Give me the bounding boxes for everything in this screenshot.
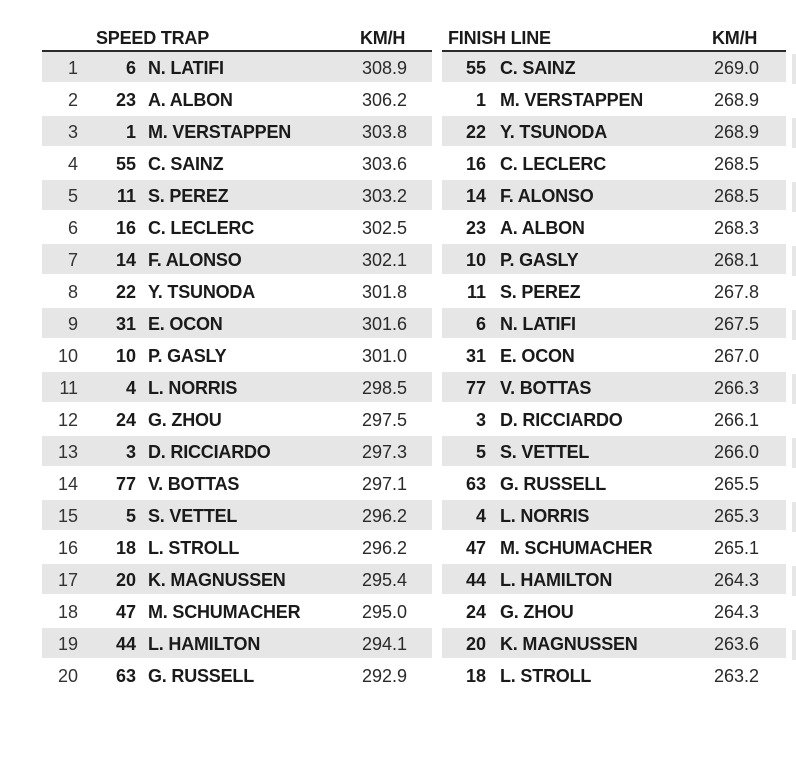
car-number-cell: 47	[465, 538, 486, 558]
table-row	[442, 660, 786, 692]
speed-value-cell: 302.5	[362, 218, 408, 238]
speed-value-cell: 267.8	[714, 282, 760, 302]
car-number-cell: 44	[465, 570, 486, 590]
table-row	[42, 244, 432, 276]
driver-name-cell: S. VETTEL	[500, 442, 590, 462]
table-row	[42, 660, 432, 692]
finish-line-title: FINISH LINE	[448, 28, 551, 48]
speed-trap-rows	[42, 52, 432, 692]
car-number-cell: 6	[475, 314, 486, 334]
table-row	[442, 372, 786, 404]
speed-value-cell: 268.5	[714, 186, 760, 206]
speed-value-cell: 264.3	[714, 570, 760, 590]
driver-name-cell: G. ZHOU	[148, 410, 222, 430]
table-row	[42, 404, 432, 436]
car-number-cell: 63	[115, 666, 136, 686]
table-row	[442, 276, 786, 308]
driver-name-cell: V. BOTTAS	[500, 378, 592, 398]
speed-value-cell: 267.5	[714, 314, 760, 334]
position-cell: 9	[67, 314, 78, 334]
position-cell: 1	[67, 58, 78, 78]
position-cell: 19	[57, 634, 78, 654]
driver-name-cell: M. VERSTAPPEN	[148, 122, 292, 142]
table-row	[42, 500, 432, 532]
speed-value-cell: 266.3	[714, 378, 760, 398]
driver-name-cell: L. HAMILTON	[148, 634, 261, 654]
car-number-cell: 18	[115, 538, 136, 558]
position-cell: 15	[57, 506, 78, 526]
table-row	[42, 52, 432, 84]
table-row	[42, 276, 432, 308]
car-number-cell: 20	[115, 570, 136, 590]
speed-value-cell: 268.1	[714, 250, 760, 270]
driver-name-cell: C. LECLERC	[500, 154, 607, 174]
speed-value-cell: 263.6	[714, 634, 760, 654]
table-row	[442, 52, 786, 84]
car-number-cell: 24	[465, 602, 486, 622]
position-cell: 7	[67, 250, 78, 270]
car-number-cell: 18	[465, 666, 486, 686]
position-cell: 20	[57, 666, 78, 686]
table-row	[442, 212, 786, 244]
table-row	[42, 84, 432, 116]
speed-value-cell: 301.8	[362, 282, 408, 302]
table-row	[42, 564, 432, 596]
table-row	[442, 180, 786, 212]
speed-trap-header	[42, 24, 432, 52]
car-number-cell: 10	[115, 346, 136, 366]
table-row	[442, 148, 786, 180]
car-number-cell: 55	[465, 58, 486, 78]
table-row	[442, 500, 786, 532]
table-row	[442, 84, 786, 116]
speed-value-cell: 266.1	[714, 410, 760, 430]
speed-value-cell: 297.3	[362, 442, 408, 462]
car-number-cell: 16	[465, 154, 486, 174]
driver-name-cell: F. ALONSO	[148, 250, 242, 270]
speed-trap-table	[42, 24, 432, 692]
driver-name-cell: E. OCON	[500, 346, 575, 366]
speed-value-cell: 263.2	[714, 666, 760, 686]
driver-name-cell: M. VERSTAPPEN	[500, 90, 644, 110]
table-row	[42, 596, 432, 628]
speed-value-cell: 265.1	[714, 538, 760, 558]
car-number-cell: 22	[465, 122, 486, 142]
table-row	[442, 404, 786, 436]
table-row	[42, 212, 432, 244]
speed-value-cell: 267.0	[714, 346, 760, 366]
driver-name-cell: N. LATIFI	[148, 58, 224, 78]
driver-name-cell: L. HAMILTON	[500, 570, 613, 590]
driver-name-cell: L. NORRIS	[148, 378, 238, 398]
speed-value-cell: 308.9	[362, 58, 408, 78]
speed-value-cell: 297.1	[362, 474, 408, 494]
car-number-cell: 22	[115, 282, 136, 302]
car-number-cell: 10	[465, 250, 486, 270]
speed-trap-unit: KM/H	[360, 28, 406, 48]
speed-value-cell: 298.5	[362, 378, 408, 398]
speed-value-cell: 297.5	[362, 410, 408, 430]
car-number-cell: 14	[465, 186, 486, 206]
car-number-cell: 4	[125, 378, 136, 398]
car-number-cell: 44	[115, 634, 136, 654]
speed-value-cell: 296.2	[362, 506, 408, 526]
car-number-cell: 5	[475, 442, 486, 462]
speed-value-cell: 296.2	[362, 538, 408, 558]
driver-name-cell: G. RUSSELL	[148, 666, 255, 686]
driver-name-cell: D. RICCIARDO	[500, 410, 623, 430]
speed-value-cell: 292.9	[362, 666, 408, 686]
speed-trap-title: SPEED TRAP	[96, 28, 210, 48]
driver-name-cell: L. NORRIS	[500, 506, 590, 526]
finish-line-rows	[442, 52, 786, 692]
position-cell: 12	[57, 410, 78, 430]
position-cell: 3	[67, 122, 78, 142]
driver-name-cell: S. PEREZ	[500, 282, 581, 302]
driver-name-cell: S. VETTEL	[148, 506, 238, 526]
car-number-cell: 1	[475, 90, 486, 110]
position-cell: 8	[67, 282, 78, 302]
finish-line-unit: KM/H	[712, 28, 758, 48]
speed-value-cell: 302.1	[362, 250, 408, 270]
driver-name-cell: A. ALBON	[500, 218, 585, 238]
table-row	[42, 116, 432, 148]
car-number-cell: 11	[466, 282, 486, 302]
car-number-cell: 55	[115, 154, 136, 174]
speed-value-cell: 268.3	[714, 218, 760, 238]
table-row	[42, 340, 432, 372]
table-row	[442, 340, 786, 372]
speed-value-cell: 301.0	[362, 346, 408, 366]
driver-name-cell: V. BOTTAS	[148, 474, 240, 494]
car-number-cell: 20	[465, 634, 486, 654]
position-cell: 17	[57, 570, 78, 590]
speed-value-cell: 265.5	[714, 474, 760, 494]
table-row	[442, 308, 786, 340]
table-row	[442, 564, 786, 596]
table-row	[42, 628, 432, 660]
car-number-cell: 5	[125, 506, 136, 526]
finish-line-header	[442, 24, 786, 52]
speed-value-cell: 268.5	[714, 154, 760, 174]
driver-name-cell: P. GASLY	[148, 346, 227, 366]
driver-name-cell: F. ALONSO	[500, 186, 594, 206]
driver-name-cell: E. OCON	[148, 314, 223, 334]
driver-name-cell: K. MAGNUSSEN	[500, 634, 638, 654]
car-number-cell: 3	[475, 410, 486, 430]
car-number-cell: 77	[465, 378, 486, 398]
speed-value-cell: 268.9	[714, 90, 760, 110]
speed-value-cell: 303.6	[362, 154, 408, 174]
car-number-cell: 31	[115, 314, 136, 334]
driver-name-cell: A. ALBON	[148, 90, 233, 110]
driver-name-cell: C. SAINZ	[148, 154, 224, 174]
position-cell: 2	[67, 90, 78, 110]
speed-value-cell: 303.8	[362, 122, 408, 142]
table-row	[442, 436, 786, 468]
table-row	[42, 308, 432, 340]
position-cell: 14	[57, 474, 78, 494]
driver-name-cell: S. PEREZ	[148, 186, 229, 206]
speed-value-cell: 268.9	[714, 122, 760, 142]
table-row	[42, 532, 432, 564]
speed-value-cell: 264.3	[714, 602, 760, 622]
driver-name-cell: M. SCHUMACHER	[148, 602, 301, 622]
driver-name-cell: D. RICCIARDO	[148, 442, 271, 462]
driver-name-cell: K. MAGNUSSEN	[148, 570, 286, 590]
table-row	[42, 180, 432, 212]
driver-name-cell: C. SAINZ	[500, 58, 576, 78]
driver-name-cell: M. SCHUMACHER	[500, 538, 653, 558]
car-number-cell: 24	[115, 410, 136, 430]
position-cell: 10	[57, 346, 78, 366]
table-row	[442, 244, 786, 276]
table-row	[42, 372, 432, 404]
speed-value-cell: 266.0	[714, 442, 760, 462]
speed-value-cell: 301.6	[362, 314, 408, 334]
speed-value-cell: 303.2	[362, 186, 408, 206]
speed-value-cell: 269.0	[714, 58, 760, 78]
driver-name-cell: Y. TSUNODA	[148, 282, 256, 302]
position-cell: 18	[57, 602, 78, 622]
table-row	[442, 468, 786, 500]
table-row	[42, 468, 432, 500]
table-row	[442, 596, 786, 628]
driver-name-cell: G. ZHOU	[500, 602, 574, 622]
car-number-cell: 14	[115, 250, 136, 270]
position-cell: 11	[59, 378, 78, 398]
position-cell: 16	[57, 538, 78, 558]
car-number-cell: 47	[115, 602, 136, 622]
finish-line-table	[442, 24, 786, 692]
speed-value-cell: 265.3	[714, 506, 760, 526]
position-cell: 5	[67, 186, 78, 206]
speed-value-cell: 294.1	[362, 634, 408, 654]
car-number-cell: 4	[475, 506, 486, 526]
car-number-cell: 63	[465, 474, 486, 494]
car-number-cell: 23	[465, 218, 486, 238]
table-row	[442, 532, 786, 564]
car-number-cell: 77	[115, 474, 136, 494]
position-cell: 4	[67, 154, 78, 174]
speed-value-cell: 295.4	[362, 570, 408, 590]
car-number-cell: 6	[125, 58, 136, 78]
car-number-cell: 3	[125, 442, 136, 462]
table-row	[42, 148, 432, 180]
position-cell: 13	[57, 442, 78, 462]
car-number-cell: 1	[125, 122, 136, 142]
driver-name-cell: L. STROLL	[500, 666, 592, 686]
car-number-cell: 31	[465, 346, 486, 366]
driver-name-cell: N. LATIFI	[500, 314, 576, 334]
car-number-cell: 16	[115, 218, 136, 238]
table-row	[42, 436, 432, 468]
driver-name-cell: P. GASLY	[500, 250, 579, 270]
car-number-cell: 11	[116, 186, 136, 206]
car-number-cell: 23	[115, 90, 136, 110]
position-cell: 6	[67, 218, 78, 238]
driver-name-cell: C. LECLERC	[148, 218, 255, 238]
speed-value-cell: 295.0	[362, 602, 408, 622]
adjacent-table-edge	[792, 54, 796, 694]
driver-name-cell: Y. TSUNODA	[500, 122, 608, 142]
driver-name-cell: L. STROLL	[148, 538, 240, 558]
table-row	[442, 116, 786, 148]
speed-value-cell: 306.2	[362, 90, 408, 110]
driver-name-cell: G. RUSSELL	[500, 474, 607, 494]
table-row	[442, 628, 786, 660]
